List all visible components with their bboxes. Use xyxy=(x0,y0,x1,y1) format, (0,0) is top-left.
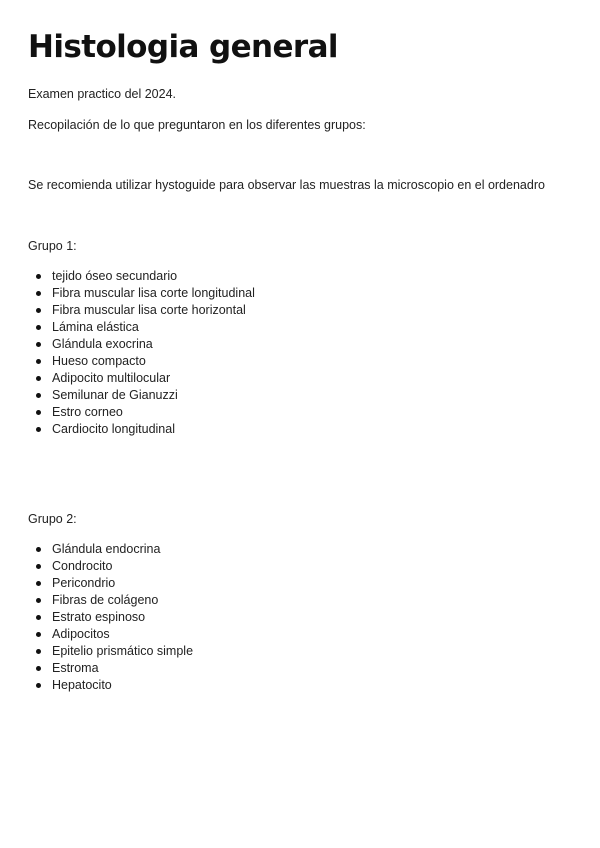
bullet-icon xyxy=(36,427,41,432)
list-item-label: Hepatocito xyxy=(52,678,112,692)
bullet-icon xyxy=(36,547,41,552)
bullet-icon xyxy=(36,410,41,415)
list-item-label: tejido óseo secundario xyxy=(52,269,178,283)
bullet-icon xyxy=(36,359,41,364)
bullet-icon xyxy=(36,291,41,296)
group-2-heading: Grupo 2: xyxy=(28,512,77,526)
list-item xyxy=(28,575,193,592)
list-item-label: Adipocitos xyxy=(52,627,110,641)
bullet-icon xyxy=(36,564,41,569)
list-item-label: Pericondrio xyxy=(52,576,116,590)
bullet-icon xyxy=(36,683,41,688)
group-2-list xyxy=(28,541,193,694)
recommendation-text: Se recomienda utilizar hystoguide para observar las muestras la microscopio en el ordenadro xyxy=(28,178,545,192)
list-item-label: Estrato espinoso xyxy=(52,610,146,624)
bullet-icon xyxy=(36,632,41,637)
list-item-label: Semilunar de Gianuzzi xyxy=(52,388,178,402)
list-item xyxy=(28,421,255,438)
list-item-label: Lámina elástica xyxy=(52,320,139,334)
list-item xyxy=(28,643,193,660)
list-item xyxy=(28,370,255,387)
bullet-icon xyxy=(36,376,41,381)
bullet-icon xyxy=(36,598,41,603)
list-item xyxy=(28,268,255,285)
group-1-heading: Grupo 1: xyxy=(28,239,77,253)
list-item xyxy=(28,336,255,353)
bullet-icon xyxy=(36,325,41,330)
list-item-label: Condrocito xyxy=(52,559,113,573)
list-item xyxy=(28,558,193,575)
list-item xyxy=(28,541,193,558)
list-item xyxy=(28,626,193,643)
list-item-label: Hueso compacto xyxy=(52,354,146,368)
bullet-icon xyxy=(36,274,41,279)
list-item xyxy=(28,592,193,609)
list-item-label: Fibra muscular lisa corte longitudinal xyxy=(52,286,255,300)
bullet-icon xyxy=(36,615,41,620)
list-item-label: Estro corneo xyxy=(52,405,123,419)
list-item xyxy=(28,353,255,370)
intro-text: Recopilación de lo que preguntaron en los diferentes grupos: xyxy=(28,118,366,132)
bullet-icon xyxy=(36,393,41,398)
list-item-label: Adipocito multilocular xyxy=(52,371,171,385)
group-1-list xyxy=(28,268,255,438)
list-item xyxy=(28,677,193,694)
bullet-icon xyxy=(36,342,41,347)
list-item-label: Estroma xyxy=(52,661,99,675)
list-item xyxy=(28,404,255,421)
bullet-icon xyxy=(36,649,41,654)
list-item-label: Cardiocito longitudinal xyxy=(52,422,175,436)
list-item-label: Glándula endocrina xyxy=(52,542,161,556)
exam-subtitle: Examen practico del 2024. xyxy=(28,87,177,101)
list-item xyxy=(28,387,255,404)
list-item xyxy=(28,609,193,626)
bullet-icon xyxy=(36,666,41,671)
list-item-label: Glándula exocrina xyxy=(52,337,153,351)
list-item-label: Fibras de colágeno xyxy=(52,593,159,607)
bullet-icon xyxy=(36,581,41,586)
list-item xyxy=(28,285,255,302)
list-item xyxy=(28,319,255,336)
list-item-label: Fibra muscular lisa corte horizontal xyxy=(52,303,246,317)
bullet-icon xyxy=(36,308,41,313)
list-item-label: Epitelio prismático simple xyxy=(52,644,194,658)
list-item xyxy=(28,302,255,319)
page-title: Histologia general xyxy=(28,29,338,65)
list-item xyxy=(28,660,193,677)
